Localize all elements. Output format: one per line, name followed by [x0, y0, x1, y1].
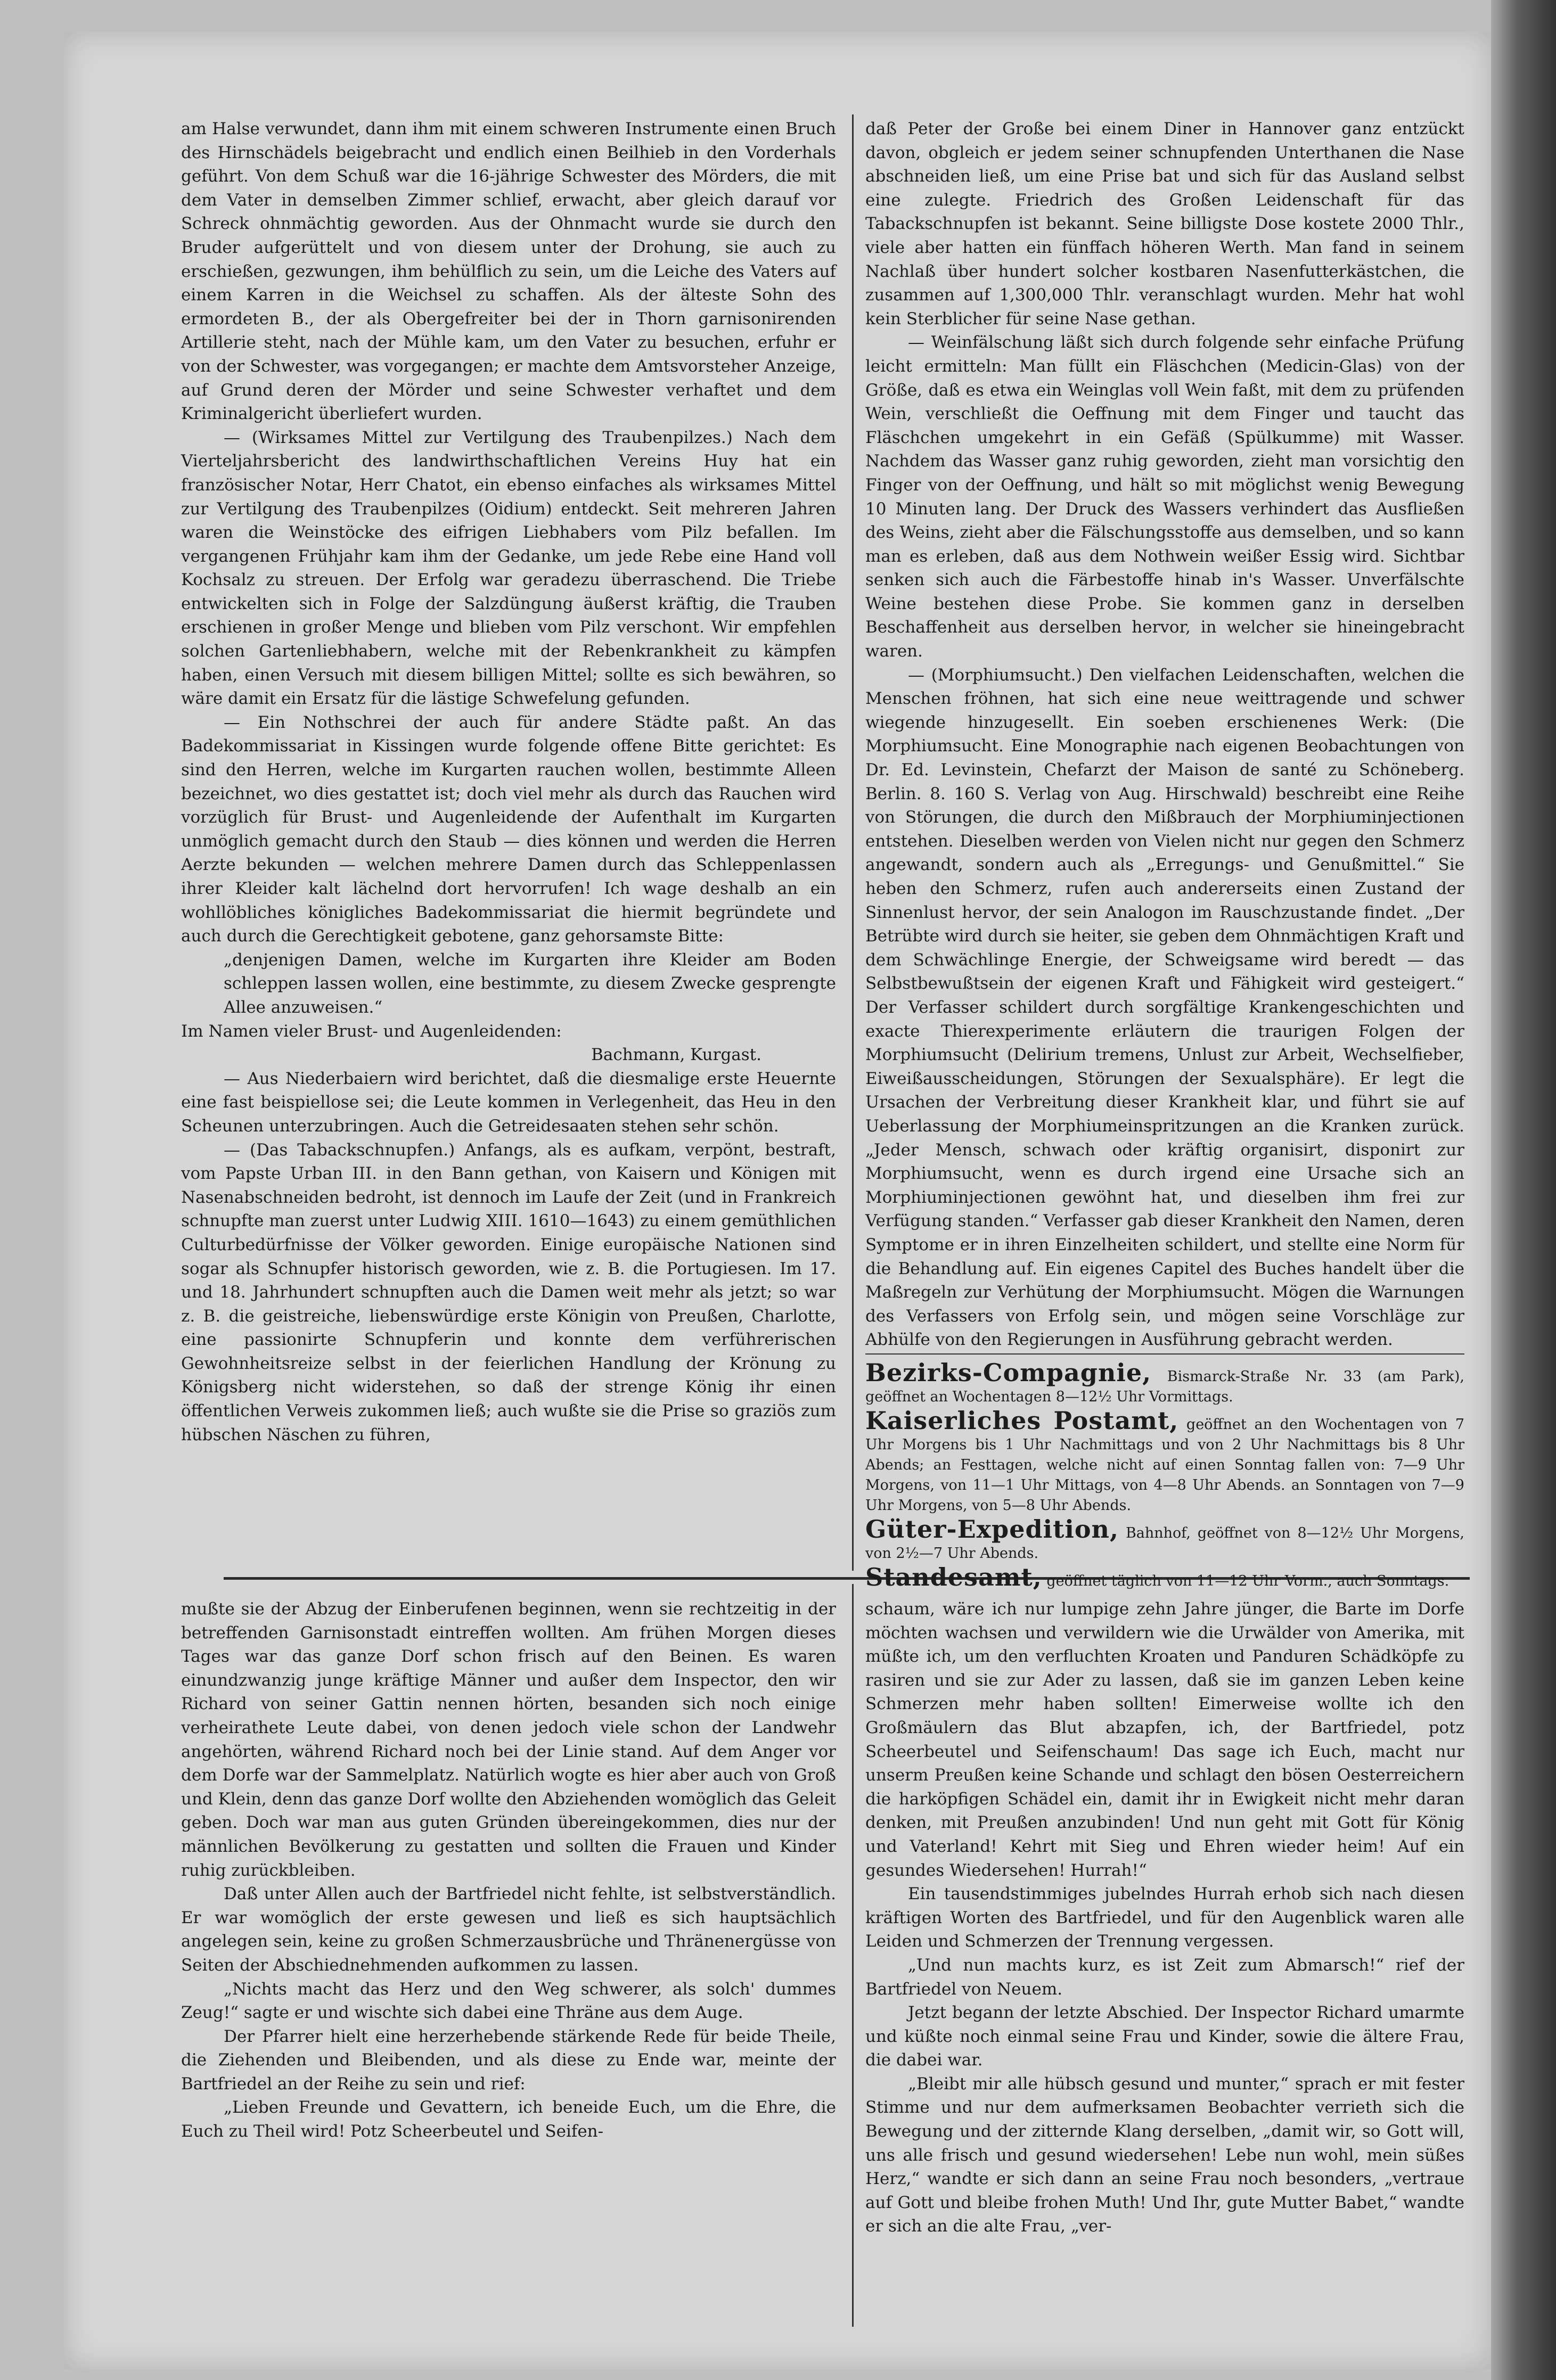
feuilleton-para: Jetzt begann der letzte Abschied. Der Inspector Richard umarmte und küßte noch einmal seine Frau und Kinder, sowie die ältere Frau, die dabei war. — [865, 2003, 1464, 2070]
notice-text: geöffnet täglich von 11—12 Uhr Vorm., auch Sonntags. — [1046, 1572, 1449, 1589]
notice-text: Bahnhof, geöffnet von 8—12½ Uhr Morgens, von 2½—7 Uhr Abends. — [865, 1524, 1464, 1562]
feuilleton-para: schaum, wäre ich nur lumpige zehn Jahre jünger, die Barte im Dorfe möchten wachsen und verwildern wie die Urwälder von Amerika, mit müßte ich, um den verfluchten Kroaten und Panduren Schädköpfe zu rasiren und sie zur Ader zu lassen, daß sie im ganzen Leben keine Schmerzen mehr haben sollten! Eimerweise wollte ich den Großmäulern das Blut abzapfen, ich, der Bartfriedel, potz Scheerbeutel und Seifenschaum! Das sage ich Euch, macht nur unserm Preußen keine Schande und schlagt den bösen Oesterreichern die harköpfigen Schädel ein, damit ihr in Ewigkeit nicht mehr daran denken, mit Preußen anzubinden! Und nun geht mit Gott für König und Vaterland! Kehrt mit Sieg und Ehren wieder heim! Auf ein gesundes Wiedersehen! Hurrah!“ — [865, 1599, 1464, 1880]
column-top-left — [181, 117, 836, 1447]
notice-postamt — [865, 1406, 1464, 1516]
notice-standesamt — [865, 1562, 1464, 1591]
column-bottom-right — [865, 1597, 1464, 2238]
petition-signature: Bachmann, Kurgast. — [591, 1045, 761, 1065]
feuilleton-para: Daß unter Allen auch der Bartfriedel nicht fehlte, ist selbstverständlich. Er war womöglich der erste gewesen und ließ es sich hauptsächlich angelegen sein, keine zu großen Schmerzausbrüche und Thränenergüsse von Seiten der Abschiednehmenden aufkommen zu lassen. — [181, 1884, 836, 1975]
article-traubenpilz: — (Wirksames Mittel zur Vertilgung des Traubenpilzes.) Nach dem Vierteljahrsbericht des landwirthschaftlichen Vereins Huy hat ein französischer Notar, Herr Chatot, ein ebenso einfaches als wirksames Mittel zur Vertilgung des Traubenpilzes (Oidium) entdeckt. Seit mehreren Jahren waren die Weinstöcke des eifrigen Liebhabers vom Pilz befallen. Im vergangenen Frühjahr kam ihm der Gedanke, um jede Rebe eine Hand voll Kochsalz zu streuen. Der Erfolg war geradezu überraschend. Die Triebe entwickelten sich in Folge der Salzdüngung äußerst kräftig, die Trauben erschienen in großer Menge und blieben vom Pilz verschont. Wir empfehlen solchen Gartenliebhabern, welche mit der Rebenkrankheit zu kämpfen haben, einen Versuch mit diesem billigen Mittel; sollte es sich bewähren, so wäre damit ein Ersatz für die lästige Schwefelung gefunden. — [181, 428, 836, 709]
feuilleton-para: mußte sie der Abzug der Einberufenen beginnen, wenn sie rechtzeitig in der betreffenden Garnisonstadt eintreffen wollten. Am frühen Morgen dieses Tages war das ganze Dorf schon frisch auf den Beinen. Es waren einundzwanzig junge kräftige Männer und außer dem Inspector, den wir Richard von seiner Gattin nennen hörten, besanden sich noch einige verheirathete Leute dabei, von denen jedoch viele schon der Landwehr angehörten, während Richard noch bei der Linie stand. Auf dem Anger vor dem Dorfe war der Sammelplatz. Natürlich wogte es hier aber auch von Groß und Klein, denn das ganze Dorf wollte den Abziehenden womöglich das Geleit geben. Doch war man aus guten Gründen übereingekommen, dies nur der männlichen Bevölkerung zu gestatten und sollten die Frauen und Kinder ruhig zurückbleiben. — [181, 1599, 836, 1880]
article-tabackschnupfen-cont: daß Peter der Große bei einem Diner in Hannover ganz entzückt davon, obgleich er jedem seiner schnupfenden Unterthanen die Nase abschneiden ließ, um eine Prise bat und sich für das Ausland selbst eine zulegte. Friedrich des Großen Leidenschaft für das Tabackschnupfen ist bekannt. Seine billigste Dose kostete 2000 Thlr., viele aber hatten ein fünffach höheren Werth. Man fand in seinem Nachlaß über hundert solcher kostbaren Nasenfutterkästchen, die zusammen auf 1,300,000 Thlr. veranschlagt wurden. Mehr hat wohl kein Sterblicher für seine Nase gethan. — [865, 119, 1464, 329]
notice-text: geöffnet an den Wochentagen von 7 Uhr Morgens bis 1 Uhr Nachmittags und von 2 Uhr Nachmittags bis 8 Uhr Abends; an Festtagen, welche nicht auf einen Sonntag fallen von: 7—9 Uhr Morgens, von 11—1 Uhr Mittags, von 4—8 Uhr Abends. an Sonntagen von 7—9 Uhr Morgens, von 5—8 Uhr Abends. — [865, 1416, 1464, 1514]
feuilleton-para: „Und nun machts kurz, es ist Zeit zum Abmarsch!“ rief der Bartfriedel von Neuem. — [865, 1955, 1464, 1999]
feuilleton-para: „Bleibt mir alle hübsch gesund und munter,“ sprach er mit fester Stimme und nur dem aufmerksamen Beobachter verrieth sich die Bewegung und der zitternde Klang derselben, „damit wir, so Gott will, uns alle frisch und gesund wiedersehen! Lebe nun wohl, mein süßes Herz,“ wandte er sich dann an seine Frau noch besonders, „vertraue auf Gott und bleibe frohen Muth! Und Ihr, gute Mutter Babet,“ wandte er sich an die alte Frau, „ver- — [865, 2074, 1464, 2236]
article-morphiumsucht: — (Morphiumsucht.) Den vielfachen Leidenschaften, welchen die Menschen fröhnen, hat sich eine neue weittragende und schwer wiegende hinzugesellt. Ein soeben erschienenes Werk: (Die Morphiumsucht. Eine Monographie nach eigenen Beobachtungen von Dr. Ed. Levinstein, Chefarzt der Maison de santé zu Schöneberg. Berlin. 8. 160 S. Verlag von Aug. Hirschwald) beschreibt eine Reihe von Störungen, die durch den Mißbrauch der Morphiuminjectionen entstehen. Dieselben werden von Vielen nicht nur gegen den Schmerz angewandt, sondern auch als „Erregungs- und Genußmittel.“ Sie heben den Schmerz, rufen auch andererseits einen Zustand der Sinnenlust hervor, der sein Analogon im Rauschzustande findet. „Der Betrübte wird durch sie heiter, sie geben dem Ohnmächtigen Kraft und dem Schwächlinge Energie, der Schweigsame wird beredt — das Selbstbewußtsein der eigenen Kraft und Fähigkeit wird gesteigert.“ Der Verfasser schildert durch sorgfältige Krankengeschichten und exacte Thierexperimente erläutern die traurigen Folgen der Morphiumsucht (Delirium tremens, Unlust zur Arbeit, Wechselfieber, Eiweißausscheidungen, Störungen der Sexualsphäre). Er legt die Ursachen der Verbreitung dieser Krankheit klar, und führt sie auf Ueberlassung der Morphiumeinspritzungen an die Kranken zurück. „Jeder Mensch, schwach oder kräftig organisirt, disponirt zur Morphiumsucht, wenn es durch irgend eine Ursache sich an Morphiuminjectionen gewöhnt hat, und dieselben ihm frei zur Verfügung standen.“ Verfasser gab dieser Krankheit den Namen, deren Symptome er in ihren Einzelheiten schildert, und stellte eine Norm für die Behandlung auf. Ein eigenes Capitel des Buches handelt über die Maßregeln zur Verhütung der Morphiumsucht. Mögen die Warnungen des Verfassers von Erfolg sein, und mögen seine Vorschläge zur Abhülfe von den Regierungen in Ausführung gebracht werden. — [865, 665, 1464, 1350]
feuilleton-para: „Lieben Freunde und Gevattern, ich beneide Euch, um die Ehre, die Euch zu Theil wird! Potz Scheerbeutel und Seifen- — [181, 2098, 836, 2141]
notice-gueter-expedition — [865, 1514, 1464, 1564]
feuilleton-para: Der Pfarrer hielt eine herzerhebende stärkende Rede für beide Theile, die Ziehenden und Bleibenden, und als diese zu Ende war, meinte der Bartfriedel an der Reihe zu sein und rief: — [181, 2026, 836, 2094]
notice-title: Güter-Expedition, — [865, 1514, 1119, 1544]
petition-signatories: Im Namen vieler Brust- und Augenleidenden: — [181, 1021, 562, 1041]
column-bottom-left — [181, 1597, 836, 2144]
article-weinfaelschung: — Weinfälschung läßt sich durch folgende sehr einfache Prüfung leicht ermitteln: Man füllt ein Fläschchen (Medicin-Glas) von der Größe, daß es etwa ein Weinglas voll Wein faßt, mit dem zu prüfenden Wein, verschließt die Oeffnung mit dem Finger und taucht das Fläschchen umgekehrt in ein Gefäß (Spülkumme) mit Wasser. Nachdem das Wasser ganz ruhig geworden, zieht man vorsichtig den Finger von der Oeffnung, und hält so mit möglichst wenig Bewegung 10 Minuten lang. Der Druck des Wassers verhindert das Ausfließen des Weins, zieht aber die Fälschungsstoffe aus demselben, und so kann man es erleben, daß aus dem Nothwein weißer Essig wird. Sichtbar senken sich auch die Färbestoffe hinab in's Wasser. Unverfälschte Weine bestehen diese Probe. Sie kommen ganz in derselben Beschaffenheit aus derselben hervor, in welcher sie hineingebracht waren. — [865, 333, 1464, 661]
column-divider-top — [852, 114, 854, 1571]
notice-bezirks-compagnie — [865, 1358, 1464, 1407]
column-divider-bottom — [852, 1584, 854, 2327]
page-edge — [1491, 0, 1556, 2380]
article-tabackschnupfen: — (Das Tabackschnupfen.) Anfangs, als es aufkam, verpönt, bestraft, vom Papste Urban III. in den Bann gethan, von Kaisern und Königen mit Nasenabschneiden bedroht, ist dennoch im Laufe der Zeit (und in Frankreich schnupfte man zuerst unter Ludwig XIII. 1610—1643) zu einem gemüthlichen Culturbedürfnisse der Völker geworden. Einige europäische Nationen sind sogar als Schnupfer historisch geworden, wie z. B. die Portugiesen. Im 17. und 18. Jahrhundert schnupften auch die Damen weit mehr als jetzt; so war z. B. die geistreiche, liebenswürdige erste Königin von Preußen, Charlotte, eine passionirte Schnupferin und konnte dem verführerischen Gewohnheitsreize selbst in der feierlichen Handlung der Krönung zu Königsberg nicht widerstehen, so daß der strenge König ihr einen öffentlichen Verweis zukommen ließ; auch wußte sie die Prise so graziös zum hübschen Näschen zu führen, — [181, 1140, 836, 1445]
article-nothschrei: — Ein Nothschrei der auch für andere Städte paßt. An das Badekommissariat in Kissingen wurde folgende offene Bitte gerichtet: Es sind den Herren, welche im Kurgarten rauchen wollen, bestimmte Alleen bezeichnet, wo dies gestattet ist; doch viel mehr als durch das Rauchen wird vorzüglich für Brust- und Augenleidende der Aufenthalt im Kurgarten unmöglich gemacht durch den Staub — dies können und werden die Herren Aerzte bekunden — welchen mehrere Damen durch das Schleppenlassen ihrer Kleider kalt lächelnd dort hervorrufen! Ich wage deshalb an ein wohllöbliches königliches Badekommissariat die hiermit begründete und auch durch die Gerechtigkeit gebotene, ganz gehorsamste Bitte: — [181, 712, 836, 946]
notice-title: Kaiserliches Postamt, — [865, 1406, 1179, 1435]
column-top-right — [865, 117, 1464, 1595]
article-murder-end: am Halse verwundet, dann ihm mit einem schweren Instrumente einen Bruch des Hirnschädels beigebracht und endlich einen Beilhieb in den Vorderhals geführt. Von dem Schuß war die 16-jährige Schwester des Mörders, die mit dem Vater in demselben Zimmer schlief, erwacht, aber gleich darauf vor Schreck ohnmächtig geworden. Aus der Ohnmacht wurde sie durch den Bruder aufgerüttelt und von diesem unter der Drohung, sie auch zu erschießen, gezwungen, ihm behülflich zu sein, um die Leiche des Vaters auf einem Karren in die Weichsel zu schaffen. Als der älteste Sohn des ermordeten B., der als Obergefreiter bei der in Thorn garnisonirenden Artillerie steht, nach der Mühle kam, um den Vater zu besuchen, erfuhr er von der Schwester, was vorgegangen; er machte dem Amtsvorsteher Anzeige, auf Grund deren der Mörder und seine Schwester verhaftet und dem Kriminalgericht überliefert wurden. — [181, 119, 836, 424]
petition-quote: „denjenigen Damen, welche im Kurgarten ihre Kleider am Boden schleppen lassen wollen, eine bestimmte, zu diesem Zwecke gesprengte Allee anzuweisen.“ — [224, 950, 836, 1017]
article-heuernte: — Aus Niederbaiern wird berichtet, daß die diesmalige erste Heuernte eine fast beispiellose sei; die Leute kommen in Verlegenheit, das Heu in den Scheunen unterzubringen. Auch die Getreidesaaten stehen sehr schön. — [181, 1069, 836, 1136]
feuilleton-para: „Nichts macht das Herz und den Weg schwerer, als solch' dummes Zeug!“ sagte er und wischte sich dabei eine Thräne aus dem Auge. — [181, 1979, 836, 2023]
notice-title: Standesamt, — [865, 1562, 1042, 1591]
notice-title: Bezirks-Compagnie, — [865, 1358, 1152, 1387]
feuilleton-para: Ein tausendstimmiges jubelndes Hurrah erhob sich nach diesen kräftigen Worten des Bartfriedel, und für den Augenblick waren alle Leiden und Schmerzen der Trennung vergessen. — [865, 1884, 1464, 1951]
notice-text: Bismarck-Straße Nr. 33 (am Park), geöffnet an Wochentagen 8—12½ Uhr Vormittags. — [865, 1368, 1464, 1405]
